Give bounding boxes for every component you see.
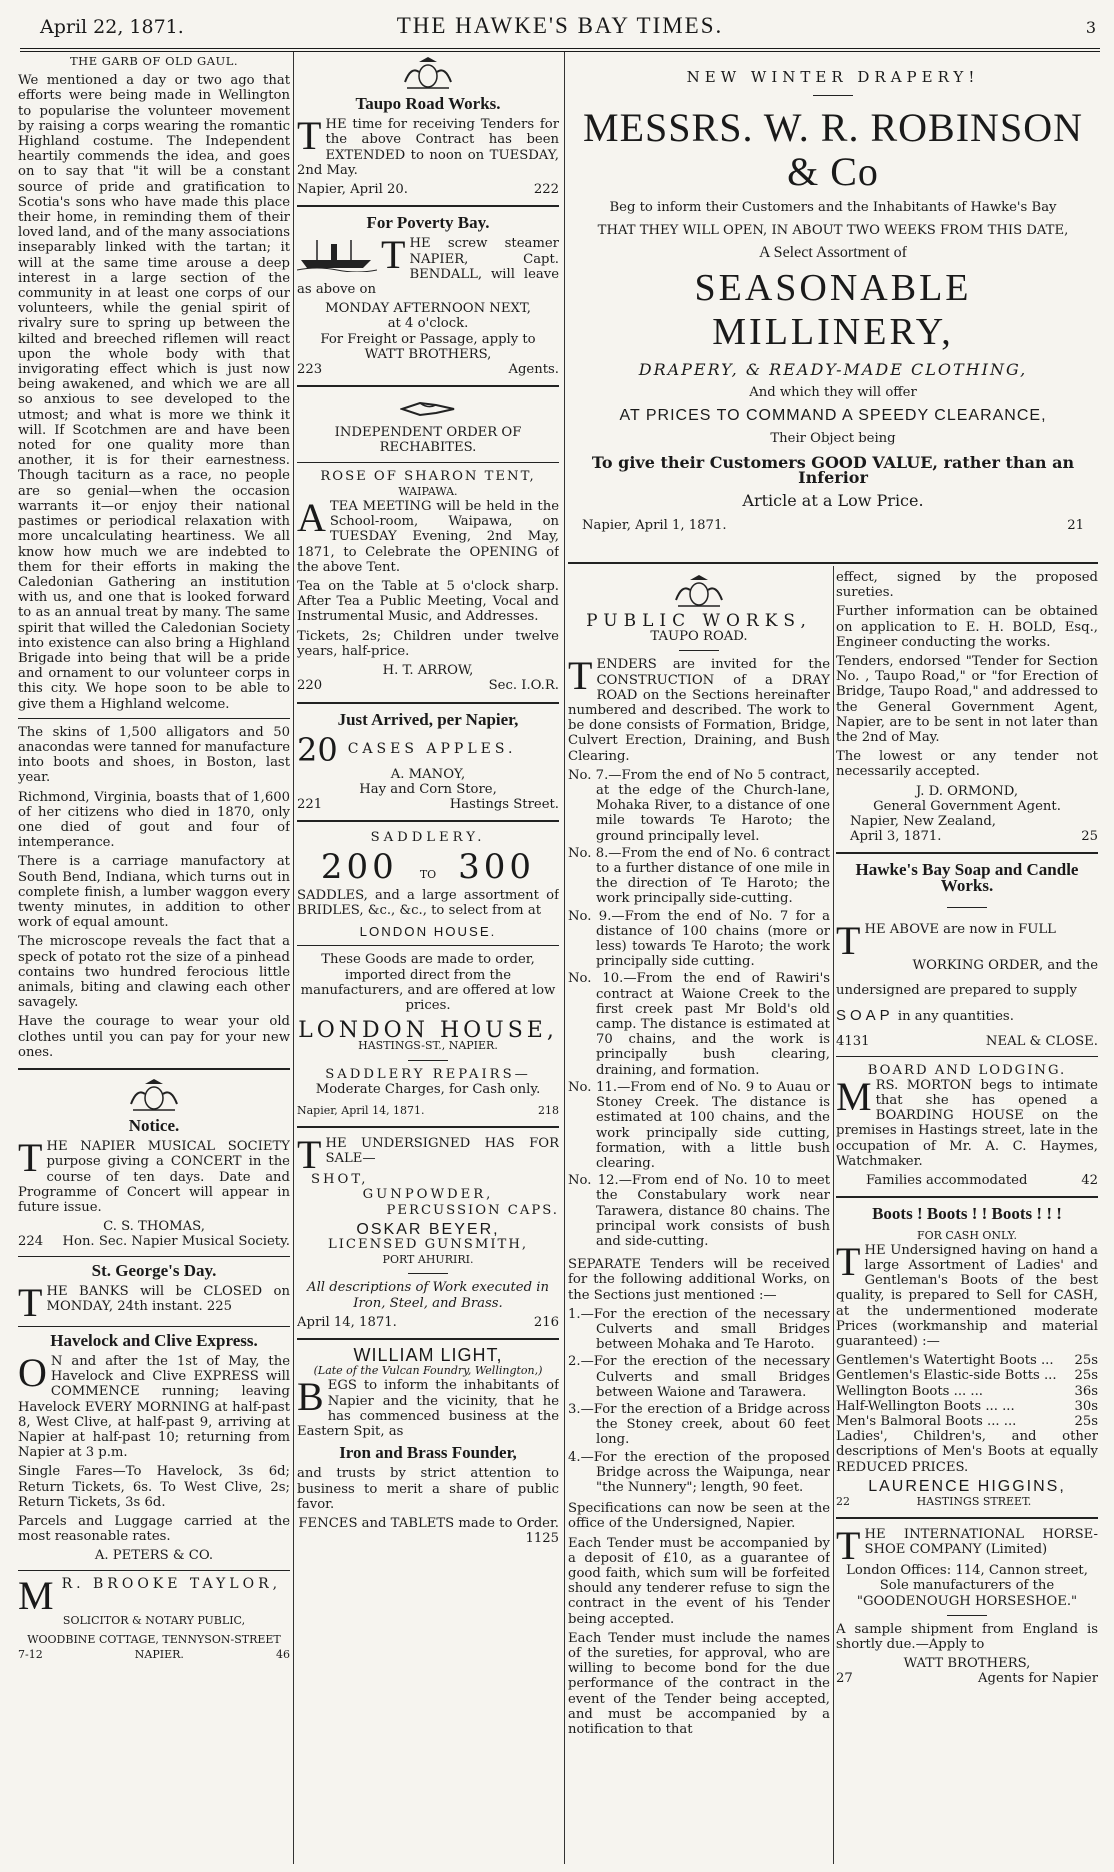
ad-title: For Poverty Bay. [366, 213, 490, 233]
divider [18, 1326, 290, 1327]
ad-date: Napier, April 1, 1871. [582, 518, 727, 534]
ad-body: Tenders, endorsed "Tender for Section No. , Taupo Road," or "for Erection of Bridge, Taupo Road," and addressed to the General Government Agent, Napier, are to be sent in not later than the 2nd of May. [836, 654, 1098, 746]
ad-body: WOODBINE COTTAGE, TENNYSON-STREET [27, 1632, 281, 1646]
list-item: No. 7.—From the end of No 5 contract, at the edge of the Church-lane, Mohaka River, to a distance of one mile towards Te Haroto; the ground principally level. [568, 767, 830, 844]
price-item: Half-Wellington Boots ... ... [836, 1398, 1015, 1414]
ad-body: Specifications can now be seen at the office of the Undersigned, Napier. [568, 1501, 830, 1532]
ad-number: 4131 [836, 1034, 870, 1050]
signature: WATT BROTHERS, [903, 1656, 1031, 1672]
signature: NEAL & CLOSE. [985, 1034, 1098, 1050]
ad-body: Single Fares—To Havelock, 3s 6d; Return Tickets, 6s. To West Clive, 2s; Return Tickets, 3s 6d. [18, 1464, 290, 1510]
ad-headline: NEW WINTER DRAPERY! [686, 68, 980, 86]
ad-number: 216 [533, 1314, 559, 1330]
ad-body: ENDERS are invited for the CONSTRUCTION of a DRAY ROAD on the Sections hereinafter numbered and described. The work to be done consists of Formation, Bridge, Culvert Erection, Draining, and Bush Clearing. [568, 657, 830, 764]
divider [947, 1615, 987, 1616]
price-row [836, 1368, 1098, 1383]
price-item: Wellington Boots ... ... [836, 1383, 983, 1399]
ad-body: DRAPERY, & READY-MADE CLOTHING, [638, 359, 1028, 379]
ad-title: PUBLIC WORKS, [586, 611, 812, 631]
ad-body: Beg to inform their Customers and the Inhabitants of Hawke's Bay [609, 200, 1057, 216]
list-item: 2.—For the erection of the necessary Culverts and small Bridges between Waione and Tarawera. [568, 1354, 830, 1400]
ad-title: Hawke's Bay Soap and Candle Works. [855, 860, 1079, 895]
ad-date: Napier, April 20. [297, 182, 408, 198]
ad-body: GUNPOWDER, [362, 1187, 494, 1203]
ad-number: 218 [538, 1103, 559, 1117]
divider [297, 1338, 559, 1340]
list-item: No. 11.—From end of No. 9 to Auau or Stoney Creek. The distance is estimated at 100 chains, and the work principally side cutting, formation, with a little bush clearing. [568, 1079, 830, 1171]
ad-subtitle: (Late of the Vulcan Foundry, Wellington,) [313, 1364, 543, 1378]
ad-body: HE NAPIER MUSICAL SOCIETY purpose giving a CONCERT in the course of ten days. Date and Programme of Concert will appear in future issue. [18, 1139, 290, 1216]
ad-body: HE time for receiving Tenders for the above Contract has been EXTENDED to noon on TUESDAY, 2nd May. [297, 117, 559, 178]
ad-body: And which they will offer [749, 385, 917, 401]
ad-body: RS. MORTON begs to intimate that she has opened a BOARDING HOUSE on the premises in Hastings street, late in the occupation of Mr. A. C. Haymes, Watchmaker. [836, 1077, 1098, 1169]
list-item: 1.—For the erection of the necessary Culverts and small Bridges between Mohaka and Te Haroto. [568, 1306, 830, 1353]
ad-number: 42 [1081, 1173, 1098, 1189]
ad-body: Article at a Low Price. [742, 491, 924, 511]
ad-body: SOLICITOR & NOTARY PUBLIC, [62, 1613, 246, 1627]
ad-subtitle: WAIPAWA. [398, 484, 458, 498]
paragraph: Richmond, Virginia, boasts that of 1,600 of her citizens who died in 1870, only one died of gout and four of intemperance. [18, 789, 290, 851]
apples-count: 20 [297, 730, 338, 769]
ad-body: undersigned are prepared to supply [836, 983, 1077, 999]
ad-title: Boots ! Boots ! ! Boots ! ! ! [872, 1204, 1062, 1224]
ad-body: PERCUSSION CAPS. [386, 1202, 559, 1218]
ad-number: 222 [533, 182, 559, 198]
price-value: 25s [1074, 1413, 1098, 1429]
price-row [836, 1414, 1098, 1429]
issue-date: April 22, 1871. [40, 16, 184, 38]
price-item: Gentlemen's Watertight Boots ... [836, 1353, 1054, 1369]
divider [568, 562, 1098, 564]
paragraph: The skins of 1,500 alligators and 50 anacondas were tanned for manufacture into boots and shoes, in Boston, last year. [18, 724, 290, 786]
firm-name: MESSRS. W. R. ROBINSON & Co [583, 105, 1083, 195]
ad-number: 7-12 [18, 1648, 43, 1662]
divider [408, 1273, 448, 1274]
ad-body: EGS to inform the inhabitants of Napier and the vicinity, that he has commenced business at the Eastern Spit, as [297, 1378, 559, 1439]
ad-body: HE screw steamer NAPIER, Capt. BENDALL, will leave as above on [297, 236, 559, 298]
signature: H. T. ARROW, [382, 663, 474, 679]
robinson-advertisement [568, 52, 1098, 560]
ad-title: SADDLERY. [370, 830, 486, 846]
ad-body: HASTINGS-ST., NAPIER. [358, 1039, 498, 1053]
ad-body: MONDAY AFTERNOON NEXT, [325, 301, 531, 317]
column-2: Taupo Road Works. THE time for receiving Tenders for the above Contract has been EXTENDED to noon on TUESDAY, 2nd May. Napier, April 20. 222 For Poverty Bay. THE screw steamer NAPIER, Capt. BENDALL, will leave as above on MONDAY AFTERNOON NEXT, at 4 o'clock. For Freight or Passage, apply to WATT BROTHERS, 223 Agents. INDEPENDENT ORDER OF RECHABITES. ROSE OF SHARON TENT, WAIPAWA. ATEA MEETING will be held in the School-room, Waipawa, on TUESDAY Evening, 2nd May, 1871, to Celebrate the OPENING of the above Tent. Tea on the Table at 5 o'clock sharp. After Tea a Public Meeting, Vocal and Instrumental Music, and Addresses. Tickets, 2s; Children under twelve years, half-price. H. T. ARROW, 220 Sec. I.O.R. Just Arrived, per Napier, 20 CASES APPLES. A. MANOY, Hay and Corn Store, 221 Hastings Street. SADDLERY. 200 TO 300 SADDLES, and a large assortment of BRIDLES, &c., &c., to select from at LONDON HOUSE. These Goods are made to order, imported direct from the manufacturers, and are offered at low prices. LONDON HOUSE, HASTINGS-ST., NAPIER. SADDLERY REPAIRS— Moderate Charges, for Cash only. Napier, April 14, 1871. 218 THE UNDERSIGNED HAS FOR SALE— SHOT, GUNPOWDER, PERCUSSION CAPS. OSKAR BEYER, LICENSED GUNSMITH, PORT AHURIRI. All descriptions of Work executed in Iron, Steel, and Brass. April 14, 1871. 216 WILLIAM LIGHT, (Late of the Vulcan Foundry, Wellington,) BEGS to inform the inhabitants of Napier and the vicinity, that he has commenced business at the Eastern Spit, as Iron and Brass Founder, and trusts by strict attention to business to merit a share of public favor. FENCES and TABLETS made to Order. 1125 [297, 52, 559, 1864]
royal-crest-icon [127, 1078, 181, 1112]
ad-date: April 14, 1871. [297, 1314, 397, 1330]
column-rule [833, 566, 834, 1864]
price-value: 25s [1074, 1353, 1098, 1369]
signature: A. MANOY, [390, 766, 466, 782]
ad-body: N and after the 1st of May, the Havelock and Clive EXPRESS will COMMENCE running; leaving Havelock EVERY MORNING at half-past 8, West Clive, at half-past 9, arriving at Napier at half-past 10; returning from Napier at 3 p.m. [18, 1354, 290, 1461]
list-item: No. 9.—From the end of No. 7 for a distance of 100 chains (more or less) towards Te Haroto; the work principally side cutting. [568, 908, 830, 970]
ad-body: SADDLES, and a large assortment of BRIDLES, &c., &c., to select from at [297, 887, 559, 918]
ad-headline: SEASONABLE MILLINERY, [694, 266, 972, 353]
ad-body: WORKING ORDER, and the [912, 957, 1098, 973]
ad-body: and trusts by strict attention to business to merit a share of public favor. [297, 1466, 559, 1512]
article-body: We mentioned a day or two ago that efforts were being made in Wellington to popularise the volunteer movement by raising a corps wearing the romantic Highland costume. The Independent heartily commends the idea, and goes on to say that "it will be a constant source of pride and gratification to Scotia's sons who have made this place their home, in reminding them of their loved land, and of the many associations inseparably linked with the tartan; it will at the same time arouse a deep interest in a large section of the community in at least one corps of our volunteers, while the genial spirit of rivalry sure to spring up between the kilted and breeched riflemen will react upon the whole body with that invigorating effect which is just now being awakened, and which we are all so anxious to see developed to the utmost; and what is more we think it will. If Scotchmen are and have been noted for one quality more than another, it is for their earnestness. Though taciturn as a race, no people are so genial—when the occasion warrants it—or enjoy their national pastimes or periodical relaxation with more uncalculating heartiness. We all know how much we are indebted to them for their efforts in making the Caledonian Gathering an institution with us, and one that is looked forward to as an annual treat by many. The same spirit that willed the Caledonian Society into existence can also bring a Highland Brigade into being that will be a pride and ornament to our volunteer corps in this city. We hope soon to be able to give them a Highland welcome. [18, 73, 290, 712]
ad-body: For Freight or Passage, apply to [320, 331, 536, 347]
ad-number: 25 [1081, 829, 1098, 845]
divider [18, 1256, 290, 1257]
ad-title: St. George's Day. [91, 1260, 217, 1280]
ad-body: SHOT, [311, 1172, 369, 1188]
masthead [20, 14, 1100, 52]
ad-body: Hastings Street. [449, 797, 559, 813]
divider [18, 718, 290, 719]
divider [18, 1570, 290, 1571]
ad-body: Each Tender must be accompanied by a deposit of £10, as a guarantee of good faith, which sum will be forfeited should any tenderer refuse to sign the contract in the event of his Tender being accepted. [568, 1535, 830, 1627]
column-4: effect, signed by the proposed sureties. Further information can be obtained on application to E. H. BOLD, Esq., Engineer conducting the works. Tenders, endorsed "Tender for Section No. , Taupo Road," or "for Erection of Bridge, Taupo Road," and addressed to the General Government Agent, Napier, are to be sent in not later than the 2nd of May. The lowest or any tender not necessarily accepted. J. D. ORMOND, General Government Agent. Napier, New Zealand, April 3, 1871. 25 Hawke's Bay Soap and Candle Works. THE ABOVE are now in FULL WORKING ORDER, and the undersigned are prepared to supply SOAP in any quantities. 4131 NEAL & CLOSE. BOARD AND LODGING. MRS. MORTON begs to intimate that she has opened a BOARDING HOUSE on the premises in Hastings street, late in the occupation of Mr. A. C. Haymes, Watchmaker. Families accommodated 42 Boots ! Boots ! ! Boots ! ! ! FOR CASH ONLY. THE Undersigned having on hand a large Assortment of Ladies' and Gentleman's Boots of the best quality, is prepared to Sell for CASH, at the undermentioned moderate Prices (workmanship and material guaranteed) :— Gentlemen's Watertight Boots ... 25s Gentlemen's Elastic-side Botts ... 25s Wellington Boots ... ... 36s Half-Wellington Boots ... ... 30s Men's Balmoral Boots ... ... 25s Ladies', Children's, and other descriptions of Men's Boots at equally REDUCED PRICES. LAURENCE HIGGINS, 22 HASTINGS STREET. THE INTERNATIONAL HORSE-SHOE COMPANY (Limited) London Offices: 114, Cannon street, Sole manufacturers of the "GOODENOUGH HORSESHOE." A sample shipment from England is shortly due.—Apply to WATT BROTHERS, 27 Agents for Napier [836, 570, 1098, 1687]
divider [297, 385, 559, 387]
column-3: PUBLIC WORKS, TAUPO ROAD. TENDERS are invited for the CONSTRUCTION of a DRAY ROAD on the Sections hereinafter numbered and described. The work to be done consists of Formation, Bridge, Culvert Erection, Draining, and Bush Clearing. No. 7.—From the end of No 5 contract, at the edge of the Church-lane, Mohaka River, to a distance of one mile towards Te Haroto; the ground principally level. No. 8.—From the end of No. 6 contract to a further distance of one mile in the direction of Te Haroto; the work principally side-cutting. No. 9.—From the end of No. 7 for a distance of 100 chains (more or less) towards Te Haroto; the work principally side cutting. No. 10.—From the end of Rawiri's contract at Waione Creek to the first creek past Mr Bold's old camp. The distance is estimated at 70 chains, and the work is principally bush clearing, draining, and formation. No. 11.—From end of No. 9 to Auau or Stoney Creek. The distance is estimated at 100 chains, and the work principally side cutting, formation, with a little bush clearing. No. 12.—From end of No. 10 to meet the Constabulary work near Tarawera, distance 80 chains. The principal work consists of bush and side-cutting. SEPARATE Tenders will be received for the following additional Works, on the Sections just mentioned :— 1.—For the erection of the necessary Culverts and small Bridges between Mohaka and Te Haroto. 2.—For the erection of the necessary Culverts and small Bridges between Waione and Tarawera. 3.—For the erection of a Bridge across the Stoney creek, about 60 feet long. 4.—For the erection of the proposed Bridge across the Waipunga, near "the Nunnery"; length, 90 feet. Specifications can now be seen at the office of the Undersigned, Napier. Each Tender must be accompanied by a deposit of £10, as a guarantee of good faith, which sum will be forfeited should any tenderer refuse to sign the contract in the event of his Tender being accepted. Each Tender must include the names of the sureties, for approval, who are willing to become bond for the due performance of the contract in the event of the Tender being accepted, and must be accompanied by a notification to that [568, 570, 830, 1864]
ad-body: Tickets, 2s; Children under twelve years, half-price. [297, 628, 559, 659]
price-value: 30s [1074, 1398, 1098, 1414]
ad-body: London Offices: 114, Cannon street, [846, 1563, 1088, 1579]
soap-word: SOAP [836, 1007, 894, 1025]
list-item: 4.—For the erection of the proposed Bridge across the Waipunga, near "the Nunnery"; length, 90 feet. [568, 1449, 830, 1495]
divider [836, 1517, 1098, 1519]
ad-body: HE ABOVE are now in FULL [864, 921, 1056, 937]
list-item: 3.—For the erection of a Bridge across the Stoney creek, about 60 feet long. [568, 1401, 830, 1448]
divider [836, 852, 1098, 854]
ad-subtitle: FOR CASH ONLY. [917, 1228, 1017, 1242]
steamship-icon [297, 236, 377, 272]
divider [297, 205, 559, 207]
ad-body: THAT THEY WILL OPEN, IN ABOUT TWO WEEKS FROM THIS DATE, [597, 223, 1069, 239]
ad-number: 22 [836, 1494, 850, 1508]
ad-subtitle: TAUPO ROAD. [650, 629, 748, 645]
ad-title: BOARD AND LODGING. [867, 1062, 1067, 1078]
ad-number: 27 [836, 1671, 853, 1687]
ad-body: Families accommodated [866, 1173, 1028, 1189]
handshake-icon [400, 395, 456, 421]
ad-number: 220 [297, 678, 323, 694]
divider [297, 820, 559, 822]
divider [18, 1068, 290, 1070]
ad-body: Hay and Corn Store, [359, 781, 497, 797]
saddle-count-high: 300 [458, 846, 536, 887]
ad-body: at 4 o'clock. [387, 316, 469, 332]
signature-role: Agents for Napier [977, 1671, 1098, 1687]
price-item: Men's Balmoral Boots ... ... [836, 1413, 1017, 1429]
divider [679, 650, 719, 651]
column-rule [293, 52, 294, 1864]
divider [947, 907, 987, 908]
ad-title: Just Arrived, per Napier, [337, 709, 519, 729]
price-value: 25s [1074, 1368, 1098, 1384]
ad-body: Parcels and Luggage carried at the most reasonable rates. [18, 1514, 290, 1545]
royal-crest-icon [672, 574, 726, 608]
divider [297, 462, 559, 463]
ad-body: All descriptions of Work executed in Iron, Steel, and Brass. [307, 1280, 549, 1311]
ad-title: HE INTERNATIONAL HORSE-SHOE COMPANY (Limited) [864, 1527, 1098, 1558]
ad-title: R. BROOKE TAYLOR, [61, 1575, 282, 1592]
signature: A. PETERS & CO. [94, 1548, 214, 1564]
ad-body: A Select Assortment of [759, 243, 907, 261]
ad-body: "GOODENOUGH HORSESHOE." [856, 1593, 1078, 1609]
ad-number: 46 [276, 1648, 290, 1662]
list-item: No. 8.—From the end of No. 6 contract to a further distance of one mile in the direction of Te Haroto; the work principally side-cutting. [568, 845, 830, 907]
ad-body: in any quantities. [897, 1009, 1014, 1025]
divider [408, 1060, 448, 1061]
ad-body: Tea on the Table at 5 o'clock sharp. After Tea a Public Meeting, Vocal and Instrumental Music, and Addresses. [297, 579, 559, 625]
signature: C. S. THOMAS, [103, 1219, 205, 1235]
ad-body: LONDON HOUSE. [359, 924, 497, 940]
ad-title: Iron and Brass Founder, [339, 1443, 517, 1463]
ad-body: A sample shipment from England is shortly due.—Apply to [836, 1621, 1098, 1652]
ad-body: SADDLERY REPAIRS— [325, 1066, 531, 1082]
signature: J. D. ORMOND, [915, 783, 1019, 799]
ad-title: WILLIAM LIGHT, [353, 1344, 503, 1365]
divider [297, 702, 559, 704]
ad-title: INDEPENDENT ORDER OF RECHABITES. [334, 425, 522, 456]
ad-subtitle: ROSE OF SHARON TENT, [320, 468, 536, 484]
ad-body: HE BANKS will be CLOSED on MONDAY, 24th instant. [46, 1283, 290, 1315]
ad-title: Notice. [128, 1116, 180, 1135]
article-title: THE GARB OF OLD GAUL. [70, 54, 238, 68]
signature: WATT BROTHERS, [364, 346, 492, 362]
divider [297, 945, 559, 946]
signature-role: LICENSED GUNSMITH, [327, 1236, 529, 1252]
list-item: No. 10.—From the end of Rawiri's contract at Waione Creek to the first creek past Mr Bold's old camp. The distance is estimated at 70 chains, and the work is principally bush clearing, draining, and formation. [568, 971, 830, 1078]
ad-body: Their Object being [770, 431, 896, 447]
ad-title: HE UNDERSIGNED HAS FOR SALE— [325, 1136, 559, 1167]
ad-title: Taupo Road Works. [355, 94, 501, 113]
page-number: 3 [1085, 18, 1096, 37]
ad-body: Sole manufacturers of the [879, 1578, 1055, 1594]
ad-number: 21 [1067, 518, 1084, 534]
price-value: 36s [1074, 1383, 1098, 1399]
list-item: No. 12.—From end of No. 10 to meet the Constabulary work near Tarawera, distance 80 chains. The principal work consists of bush and side-cutting. [568, 1173, 830, 1249]
ad-body: These Goods are made to order, imported direct from the manufacturers, and are offered at low prices. [300, 952, 556, 1013]
ad-body: Moderate Charges, for Cash only. [315, 1081, 541, 1097]
signature-role: General Government Agent. [873, 798, 1061, 814]
royal-crest-icon [401, 56, 455, 90]
ad-body: FENCES and TABLETS made to Order. [298, 1516, 559, 1532]
saddle-count-low: 200 [320, 846, 398, 887]
divider [813, 95, 853, 96]
ad-number: 225 [206, 1299, 233, 1315]
price-row [836, 1384, 1098, 1399]
price-row [836, 1353, 1098, 1368]
signature-role: Hon. Sec. Napier Musical Society. [62, 1234, 290, 1250]
paragraph: The microscope reveals the fact that a speck of potato rot the size of a pinhead contains two hundred ferocious little animals, biting and clawing each other savagely. [18, 934, 290, 1011]
ad-body: effect, signed by the proposed sureties. [836, 570, 1098, 601]
ad-body: NAPIER. [134, 1648, 184, 1662]
ad-title: Havelock and Clive Express. [50, 1330, 258, 1350]
column-1: THE GARB OF OLD GAUL. We mentioned a day or two ago that efforts were being made in Wellington to popularise the volunteer movement by raising a corps wearing the romantic Highland costume. The Independent heartily commends the idea, and goes on to say that "it will be a constant source of pride and gratification to Scotia's sons who have made this place their home, in reminding them of their loved land, and of the many associations inseparably linked with the tartan; it will at the same time arouse a deep interest in a large section of the community in at least one corps of our volunteers, while the genial spirit of rivalry sure to spring up between the kilted and breeched riflemen will react upon the whole body with that invigorating effect which is just now being awakened, and which we are all so anxious to see developed to the utmost; and what is more we think it will. If Scotchmen are and have been noted for one quality more than another, it is for their earnestness. Though taciturn as a race, no people are so genial—when the occasion warrants it—or enjoy their national pastimes or periodical relaxation with more uncalculating heartiness. We all know how much we are indebted to them for their efforts in making the Caledonian Gathering an institution with us, and one that is looked forward to as an annual treat by many. The same spirit that willed the Caledonian Society into existence can also bring a Highland Brigade into being that will be a pride and ornament to our volunteer corps in this city. We hope soon to be able to give them a Highland welcome. The skins of 1,500 alligators and 50 anacondas were tanned for manufacture into boots and shoes, in Boston, last year. Richmond, Virginia, boasts that of 1,600 of her citizens who died in 1870, only one died of gout and four of intemperance. There is a carriage manufactory at South Bend, Indiana, which turns out in complete finish, a lumber waggon every twenty minutes, in addition to other work of equal amount. The microscope reveals the fact that a speck of potato rot the size of a pinhead contains two hundred ferocious little animals, biting and clawing each other savagely. Have the courage to wear your old clothes until you can pay for your new ones. Notice. THE NAPIER MUSICAL SOCIETY purpose giving a CONCERT in the course of ten days. Date and Programme of Concert will appear in future issue. C. S. THOMAS, 224 Hon. Sec. Napier Musical Society. St. George's Day. THE BANKS will be CLOSED on MONDAY, 24th instant. 225 Havelock and Clive Express. O N and after the 1st of May, the Havelock and Clive EXPRESS will COMMENCE running; leaving Havelock EVERY MORNING at half-past 8, West Clive, at half-past 9, arriving at Napier at half-past 10; returning from Napier at 3 p.m. Single Fares—To Havelock, 3s 6d; Return Tickets, 6s. To West Clive, 2s; Return Tickets, 3s 6d. Parcels and Luggage carried at the most reasonable rates. A. PETERS & CO. M R. BROOKE TAYLOR, SOLICITOR & NOTARY PUBLIC, WOODBINE COTTAGE, TENNYSON-STREET 7-12 NAPIER. 46 [18, 54, 290, 1662]
ad-body: To give their Customers GOOD VALUE, rather than an Inferior [591, 452, 1075, 487]
paragraph: There is a carriage manufactory at South Bend, Indiana, which turns out in complete finish, a lumber waggon every twenty minutes, in addition to other work of equal amount. [18, 854, 290, 931]
ad-body: HASTINGS STREET. [916, 1494, 1032, 1508]
ad-body: CASES APPLES. [347, 741, 517, 758]
ad-date: Napier, April 14, 1871. [297, 1103, 425, 1117]
ad-body: The lowest or any tender not necessarily accepted. [836, 749, 1098, 780]
ad-body: AT PRICES TO COMMAND A SPEEDY CLEARANCE, [619, 407, 1047, 425]
ad-body: PORT AHURIRI. [382, 1253, 474, 1267]
ad-body: TO [419, 867, 437, 881]
ad-body: Further information can be obtained on application to E. H. BOLD, Esq., Engineer conducting the works. [836, 604, 1098, 650]
ad-body: SEPARATE Tenders will be received for the following additional Works, on the Sections just mentioned :— [568, 1257, 830, 1303]
ad-body: Napier, New Zealand, [850, 814, 996, 830]
ad-title: LONDON HOUSE, [298, 1018, 558, 1044]
divider [836, 1196, 1098, 1198]
signature-role: Agents. [508, 362, 559, 378]
signature: LAURENCE HIGGINS, [868, 1477, 1066, 1495]
ad-number: 1125 [525, 1531, 559, 1547]
ad-number: 221 [297, 797, 323, 813]
paragraph: Have the courage to wear your old clothes until you can pay for your new ones. [18, 1014, 290, 1060]
ad-number: 223 [297, 362, 323, 378]
ad-body: Ladies', Children's, and other descriptions of Men's Boots at equally REDUCED PRICES. [836, 1429, 1098, 1475]
signature: OSKAR BEYER, [356, 1220, 500, 1238]
ad-body: Each Tender must include the names of the sureties, for approval, who are willing to become bond for the due performance of the contract in the event of the Tender being accepted, and must be accompanied by a notification to that [568, 1630, 830, 1738]
signature-role: Sec. I.O.R. [488, 678, 559, 694]
divider [297, 1126, 559, 1128]
price-row [836, 1399, 1098, 1414]
ad-body: TEA MEETING will be held in the School-room, Waipawa, on TUESDAY Evening, 2nd May, 1871, to Celebrate the OPENING of the above Tent. [297, 499, 559, 575]
ad-number: 224 [18, 1234, 44, 1250]
ad-body: HE Undersigned having on hand a large Assortment of Ladies' and Gentleman's Boots of the best quality, is prepared to Sell for CASH, at the undermentioned moderate Prices (workmanship and material guaranteed) :— [836, 1242, 1098, 1349]
price-item: Gentlemen's Elastic-side Botts ... [836, 1368, 1057, 1384]
divider [836, 1056, 1098, 1057]
newspaper-title: THE HAWKE'S BAY TIMES. [396, 13, 724, 38]
column-rule [564, 52, 565, 1864]
ad-date: April 3, 1871. [850, 829, 942, 845]
